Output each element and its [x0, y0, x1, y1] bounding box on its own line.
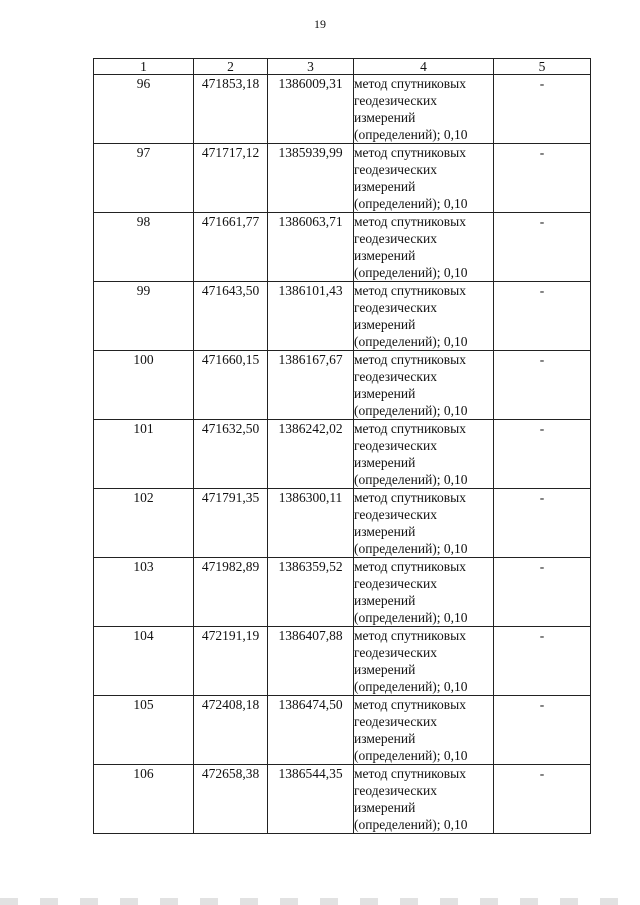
- point-number: 105: [94, 696, 194, 765]
- coordinate-x: 472191,19: [194, 627, 268, 696]
- coordinate-y: 1386300,11: [268, 489, 354, 558]
- coordinate-y: 1386544,35: [268, 765, 354, 834]
- coordinate-x: 471853,18: [194, 75, 268, 144]
- coordinate-x: 471643,50: [194, 282, 268, 351]
- coordinate-x: 472658,38: [194, 765, 268, 834]
- table-row: [94, 765, 591, 834]
- table-row: [94, 696, 591, 765]
- coordinate-x: 471982,89: [194, 558, 268, 627]
- coordinate-y: 1386474,50: [268, 696, 354, 765]
- measurement-method: метод спутниковых геодезических измерений (определений); 0,10: [354, 282, 494, 351]
- note-cell: -: [494, 696, 591, 765]
- coordinates-table: [93, 58, 591, 834]
- point-number: 97: [94, 144, 194, 213]
- table-row: [94, 558, 591, 627]
- note-cell: -: [494, 213, 591, 282]
- coordinate-y: 1385939,99: [268, 144, 354, 213]
- table-row: [94, 420, 591, 489]
- table-row: [94, 627, 591, 696]
- note-cell: -: [494, 765, 591, 834]
- note-cell: -: [494, 282, 591, 351]
- coordinate-x: 471632,50: [194, 420, 268, 489]
- point-number: 99: [94, 282, 194, 351]
- point-number: 102: [94, 489, 194, 558]
- note-cell: -: [494, 420, 591, 489]
- measurement-method: метод спутниковых геодезических измерений (определений); 0,10: [354, 351, 494, 420]
- coordinate-y: 1386009,31: [268, 75, 354, 144]
- coordinate-x: 471660,15: [194, 351, 268, 420]
- table-row: [94, 213, 591, 282]
- column-header-2: 2: [194, 59, 268, 75]
- point-number: 96: [94, 75, 194, 144]
- measurement-method: метод спутниковых геодезических измерений (определений); 0,10: [354, 420, 494, 489]
- column-header-1: 1: [94, 59, 194, 75]
- note-cell: -: [494, 75, 591, 144]
- point-number: 106: [94, 765, 194, 834]
- column-header-3: 3: [268, 59, 354, 75]
- note-cell: -: [494, 144, 591, 213]
- point-number: 101: [94, 420, 194, 489]
- coordinate-y: 1386167,67: [268, 351, 354, 420]
- column-header-4: 4: [354, 59, 494, 75]
- table-row: [94, 351, 591, 420]
- measurement-method: метод спутниковых геодезических измерений (определений); 0,10: [354, 144, 494, 213]
- column-header-5: 5: [494, 59, 591, 75]
- coordinate-x: 471717,12: [194, 144, 268, 213]
- note-cell: -: [494, 627, 591, 696]
- coordinate-x: 472408,18: [194, 696, 268, 765]
- measurement-method: метод спутниковых геодезических измерений (определений); 0,10: [354, 765, 494, 834]
- coordinate-y: 1386063,71: [268, 213, 354, 282]
- coordinate-y: 1386407,88: [268, 627, 354, 696]
- coordinate-y: 1386242,02: [268, 420, 354, 489]
- table-row: [94, 144, 591, 213]
- measurement-method: метод спутниковых геодезических измерений (определений); 0,10: [354, 489, 494, 558]
- note-cell: -: [494, 351, 591, 420]
- table-row: [94, 282, 591, 351]
- point-number: 104: [94, 627, 194, 696]
- point-number: 103: [94, 558, 194, 627]
- point-number: 98: [94, 213, 194, 282]
- coordinate-y: 1386101,43: [268, 282, 354, 351]
- point-number: 100: [94, 351, 194, 420]
- coordinate-x: 471661,77: [194, 213, 268, 282]
- note-cell: -: [494, 489, 591, 558]
- page-number: 19: [314, 17, 326, 31]
- coordinate-x: 471791,35: [194, 489, 268, 558]
- measurement-method: метод спутниковых геодезических измерений (определений); 0,10: [354, 627, 494, 696]
- coordinate-y: 1386359,52: [268, 558, 354, 627]
- measurement-method: метод спутниковых геодезических измерений (определений); 0,10: [354, 75, 494, 144]
- table-row: [94, 489, 591, 558]
- note-cell: -: [494, 558, 591, 627]
- scan-edge-artifact: [0, 898, 640, 905]
- table-header-row: [94, 59, 591, 75]
- measurement-method: метод спутниковых геодезических измерений (определений); 0,10: [354, 213, 494, 282]
- measurement-method: метод спутниковых геодезических измерений (определений); 0,10: [354, 696, 494, 765]
- measurement-method: метод спутниковых геодезических измерений (определений); 0,10: [354, 558, 494, 627]
- table-row: [94, 75, 591, 144]
